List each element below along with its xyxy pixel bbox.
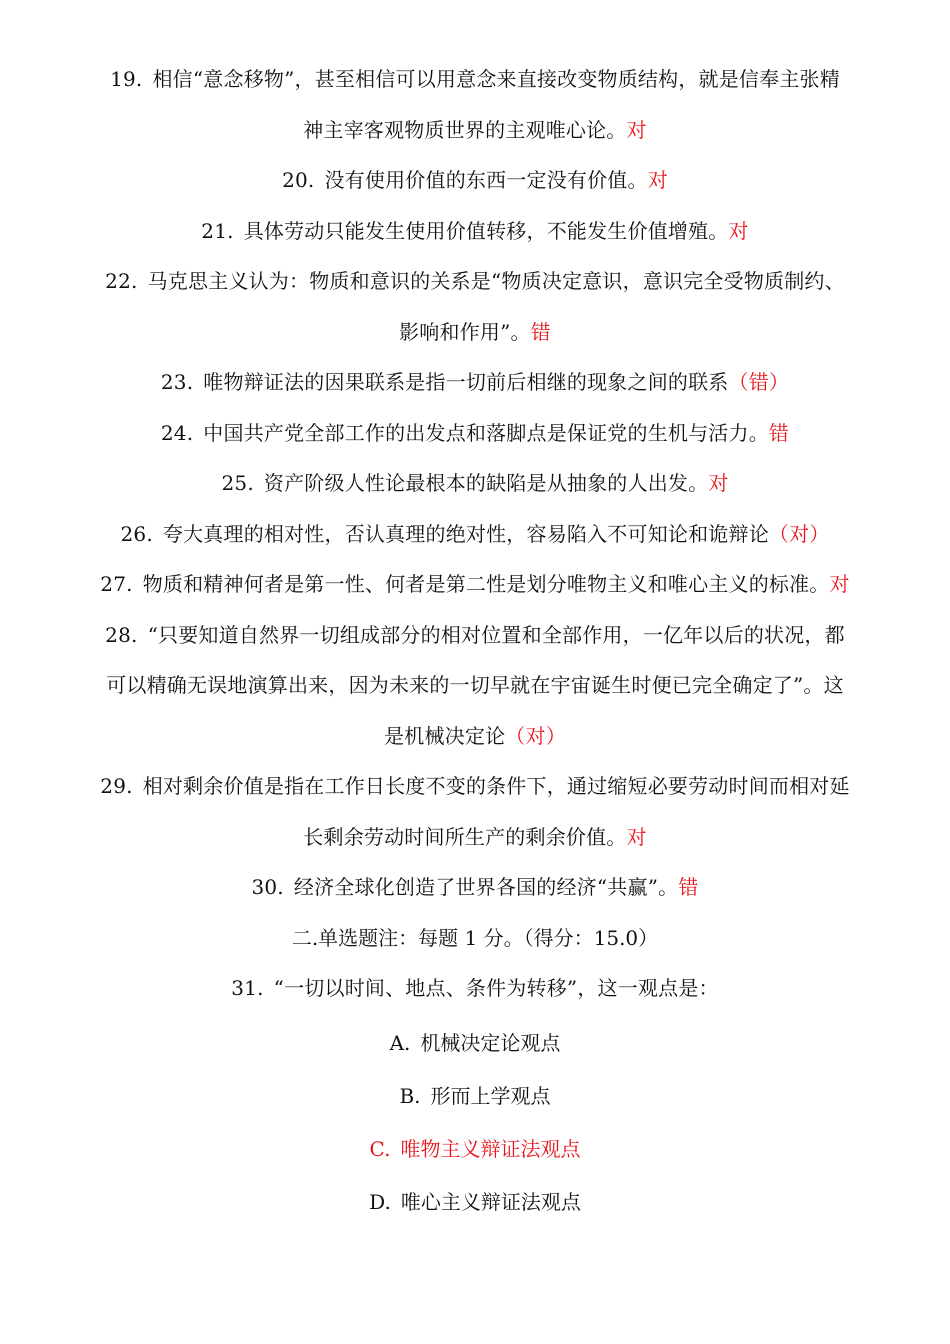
question-31 — [60, 963, 890, 1014]
question-24 — [60, 408, 890, 459]
question-number: 19. — [110, 67, 143, 91]
question-text: “只要知道自然界一切组成部分的相对位置和全部作用，一亿年以后的状况，都 — [147, 622, 845, 647]
question-26 — [60, 509, 890, 560]
question-text: 中国共产党全部工作的出发点和落脚点是保证党的生机与活力。 — [203, 420, 769, 445]
question-number: 28. — [105, 622, 138, 647]
question-text: 是机械决定论 — [384, 723, 506, 748]
option-letter: B. — [399, 1083, 421, 1108]
question-30 — [60, 862, 890, 913]
question-number: 30. — [251, 875, 284, 899]
question-29-line-2 — [60, 812, 890, 863]
question-text: 经济全球化创造了世界各国的经济“共赢”。 — [293, 875, 679, 899]
question-number: 31. — [231, 976, 264, 1000]
question-text: 相对剩余价值是指在工作日长度不变的条件下，通过缩短必要劳动时间而相对延 — [142, 774, 850, 798]
question-19-line-2 — [60, 105, 890, 156]
answer-mark: （对） — [768, 521, 830, 546]
question-number: 25. — [221, 471, 254, 495]
question-number: 21. — [201, 218, 234, 243]
question-text: 没有使用价值的东西一定没有价值。 — [324, 168, 648, 192]
question-text: 相信“意念移物”，甚至相信可以用意念来直接改变物质结构，就是信奉主张精 — [152, 67, 840, 91]
option-letter: D. — [369, 1189, 391, 1214]
question-27 — [60, 559, 890, 610]
question-21 — [60, 206, 890, 257]
option-text: 唯心主义辩证法观点 — [400, 1189, 581, 1214]
question-text: 长剩余劳动时间所生产的剩余价值。 — [303, 824, 627, 849]
answer-mark: 对 — [728, 218, 749, 243]
question-28-line-2 — [60, 660, 890, 711]
question-text: 唯物辩证法的因果联系是指一切前后相继的现象之间的联系 — [203, 370, 729, 394]
question-text: 具体劳动只能发生使用价值转移，不能发生价值增殖。 — [243, 218, 729, 243]
question-number: 23. — [160, 370, 194, 394]
question-25 — [60, 458, 890, 509]
question-number: 26. — [120, 521, 153, 546]
question-number: 20. — [282, 168, 315, 192]
question-text: 夸大真理的相对性，否认真理的绝对性，容易陷入不可知论和诡辩论 — [162, 521, 769, 546]
question-28-line-3 — [60, 711, 890, 762]
question-20 — [60, 155, 890, 206]
question-23 — [60, 357, 890, 408]
question-text: 神主宰客观物质世界的主观唯心论。 — [303, 117, 627, 142]
question-29-line-1 — [60, 761, 890, 812]
question-19-line-1 — [60, 54, 890, 105]
option-b[interactable] — [60, 1070, 890, 1123]
answer-mark: 错 — [768, 420, 790, 445]
question-28-line-1 — [60, 610, 890, 661]
answer-mark: 对 — [708, 471, 729, 495]
section-title: 二.单选题注：每题 1 分。（得分：15.0） — [291, 925, 659, 950]
question-number: 24. — [160, 420, 194, 445]
question-text: 资产阶级人性论最根本的缺陷是从抽象的人出发。 — [263, 471, 709, 495]
question-number: 29. — [100, 774, 133, 798]
answer-mark: 对 — [626, 117, 647, 142]
question-text: 影响和作用”。 — [399, 319, 531, 344]
question-text: 物质和精神何者是第一性、何者是第二性是划分唯物主义和唯心主义的标准。 — [142, 572, 830, 596]
option-c-correct[interactable] — [60, 1123, 890, 1176]
question-text: 马克思主义认为：物质和意识的关系是“物质决定意识，意识完全受物质制约、 — [147, 269, 845, 293]
option-letter: A. — [389, 1030, 411, 1055]
question-22-line-2 — [60, 307, 890, 358]
question-number: 27. — [100, 572, 133, 596]
question-text: “一切以时间、地点、条件为转移”，这一观点是： — [273, 976, 719, 1000]
answer-mark: （错） — [728, 370, 790, 394]
answer-mark: 对 — [647, 168, 668, 192]
answer-mark: 错 — [678, 875, 699, 899]
question-text: 可以精确无误地演算出来，因为未来的一切早就在宇宙诞生时便已完全确定了”。这 — [106, 673, 844, 697]
option-a[interactable] — [60, 1017, 890, 1070]
question-number: 22. — [105, 269, 138, 293]
option-text: 形而上学观点 — [430, 1083, 551, 1108]
answer-mark: 对 — [829, 572, 850, 596]
answer-mark: 对 — [626, 824, 647, 849]
answer-mark: （对） — [505, 723, 566, 748]
answer-mark: 错 — [530, 319, 551, 344]
option-letter: C. — [369, 1136, 391, 1161]
option-text: 机械决定论观点 — [420, 1030, 561, 1055]
option-d[interactable] — [60, 1176, 890, 1229]
option-text: 唯物主义辩证法观点 — [400, 1136, 581, 1161]
question-22-line-1 — [60, 256, 890, 307]
